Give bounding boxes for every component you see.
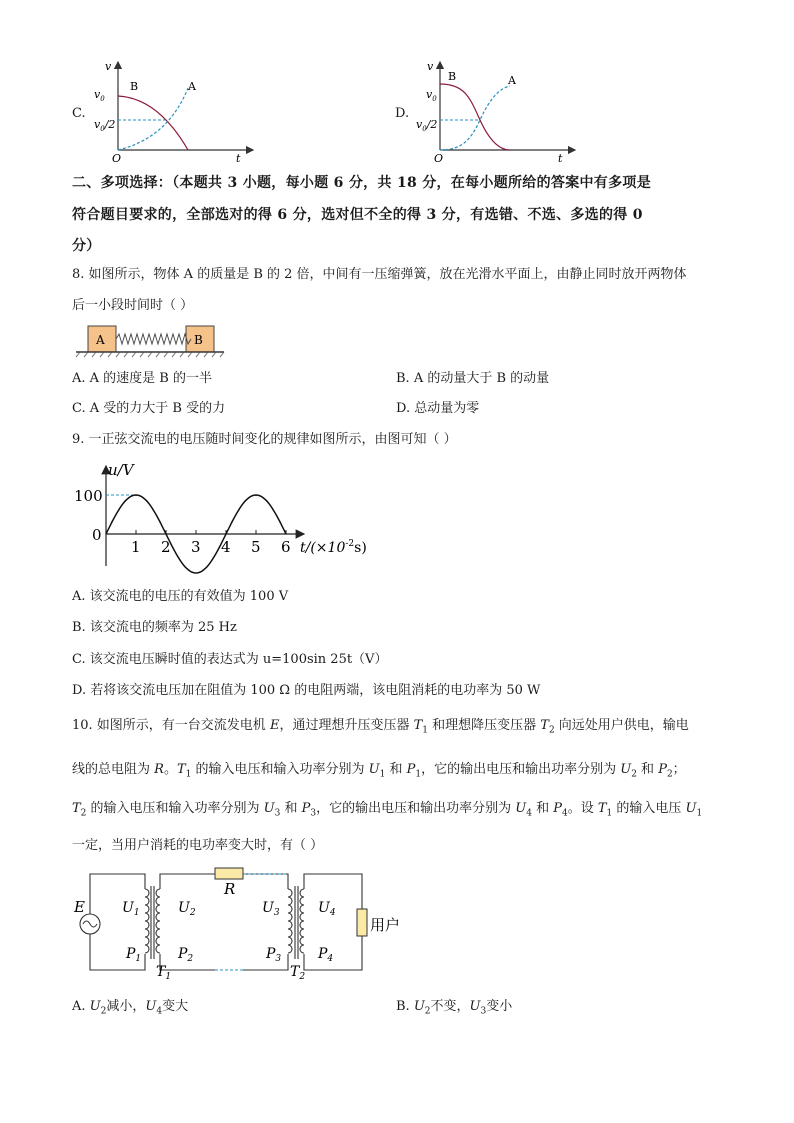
svg-text:P3: $P_3$ xyxy=(266,946,282,964)
generator-label: E xyxy=(74,898,85,916)
svg-text:t: t xyxy=(558,152,563,165)
resistor-label: R xyxy=(224,880,236,898)
q8-option-d[interactable]: D. 总动量为零 xyxy=(396,401,480,416)
svg-text:t: t xyxy=(236,152,241,165)
svg-text:B: B xyxy=(448,70,457,83)
svg-text:O: O xyxy=(434,152,444,165)
q9-option-b[interactable]: B. 该交流电的频率为 25 Hz xyxy=(72,620,237,635)
svg-text:A: A xyxy=(508,74,516,87)
q8-option-c[interactable]: C. A 受的力大于 B 受的力 xyxy=(72,401,226,416)
q8-option-a[interactable]: A. A 的速度是 B 的一半 xyxy=(72,371,212,386)
block-a-label: A xyxy=(96,333,105,347)
spring-blocks-diagram xyxy=(72,322,227,358)
transmission-circuit-diagram xyxy=(70,864,420,982)
svg-text:T1: $T_1$ xyxy=(156,964,172,982)
svg-text:P2: $P_2$ xyxy=(178,946,194,964)
user-label: 用户 xyxy=(370,916,401,934)
q9-option-c[interactable]: C. 该交流电压瞬时值的表达式为 u=100sin 25t（V） xyxy=(72,652,388,667)
u-axis-label: u/V xyxy=(108,461,134,479)
q10-stem-line3: $T_2$ 的输入电压和输入功率分别为 $U_3$ 和 $P_3$，它的输出电压和输出功率分别为 $U_4$ 和 $P_4$。设 $T_1$ 的输入电压 $U_1$ xyxy=(72,801,703,819)
v-axis-label: v xyxy=(105,60,112,73)
section-heading-line3: 分） xyxy=(72,238,101,254)
q10-option-b[interactable]: B. $U_2$不变，$U_3$变小 xyxy=(396,999,513,1017)
svg-text:U3: $U_3$ xyxy=(262,900,280,918)
svg-text:4: 4 xyxy=(221,538,231,556)
svg-text:U1: $U_1$ xyxy=(122,900,140,918)
block-b-label: B xyxy=(194,333,203,347)
curve-a-label: A xyxy=(188,80,196,93)
svg-text:v0: $v_0$ xyxy=(94,88,105,103)
q9-stem: 9. 一正弦交流电的电压随时间变化的规律如图所示，由图可知（ ） xyxy=(72,432,457,447)
ac-voltage-graph xyxy=(72,458,372,576)
svg-text:v: v xyxy=(427,60,434,73)
svg-text:U2: $U_2$ xyxy=(178,900,196,918)
q9-option-a[interactable]: A. 该交流电的电压的有效值为 100 V xyxy=(72,589,289,604)
curve-b-label: B xyxy=(130,80,139,93)
svg-text:1: 1 xyxy=(131,538,141,556)
q10-stem-line4: 一定，当用户消耗的电功率变大时，有（ ） xyxy=(72,838,324,853)
svg-text:P4: $P_4$ xyxy=(318,946,334,964)
svg-text:v0/2: $v_0/2$ xyxy=(416,118,438,133)
section-heading-line2: 符合题目要求的，全部选对的得 6 分，选对但不全的得 3 分，有选错、不选、多选的得 0 xyxy=(72,207,643,223)
q10-stem-line2: 线的总电阻为 R。$T_1$ 的输入电压和输入功率分别为 $U_1$ 和 $P_1$，它的输出电压和输出功率分别为 $U_2$ 和 $P_2$； xyxy=(72,762,686,780)
velocity-graph-c xyxy=(88,58,258,166)
svg-text:v0: $v_0$ xyxy=(426,88,437,103)
option-d-label: D. xyxy=(395,106,410,121)
svg-text:U4: $U_4$ xyxy=(318,900,336,918)
q8-option-b[interactable]: B. A 的动量大于 B 的动量 xyxy=(396,371,550,386)
svg-text:t/(×10-2s): $t/(\times 10^{-2}s)$ xyxy=(300,539,367,556)
svg-text:6: 6 xyxy=(281,538,291,556)
svg-text:2: 2 xyxy=(161,538,171,556)
q10-option-a[interactable]: A. $U_2$减小，$U_4$变大 xyxy=(72,999,189,1017)
svg-text:3: 3 xyxy=(191,538,201,556)
section-heading-line1: 二、多项选择：（本题共 3 小题，每小题 6 分，共 18 分，在每小题所给的答案中有多项是 xyxy=(72,175,652,191)
q9-option-d[interactable]: D. 若将该交流电压加在阻值为 100 Ω 的电阻两端，该电阻消耗的电功率为 50 W xyxy=(72,683,541,698)
svg-text:0: 0 xyxy=(92,526,102,544)
svg-text:5: 5 xyxy=(251,538,261,556)
velocity-graph-d xyxy=(410,58,580,166)
svg-text:v0/2: $v_0/2$ xyxy=(94,118,116,133)
svg-text:O: O xyxy=(112,152,122,165)
svg-text:P1: $P_1$ xyxy=(126,946,142,964)
svg-text:100: 100 xyxy=(74,487,103,505)
q10-stem-line1: 10. 如图所示，有一台交流发电机 E，通过理想升压变压器 $T_1$ 和理想降压变压器 $T_2$ 向远处用户供电，输电 xyxy=(72,718,689,736)
svg-text:T2: $T_2$ xyxy=(290,964,306,982)
q8-stem-line2: 后一小段时间时（ ） xyxy=(72,298,194,313)
q8-stem-line1: 8. 如图所示，物体 A 的质量是 B 的 2 倍，中间有一压缩弹簧，放在光滑水平面上，由静止同时放开两物体 xyxy=(72,267,687,282)
option-c-label: C. xyxy=(72,106,86,121)
